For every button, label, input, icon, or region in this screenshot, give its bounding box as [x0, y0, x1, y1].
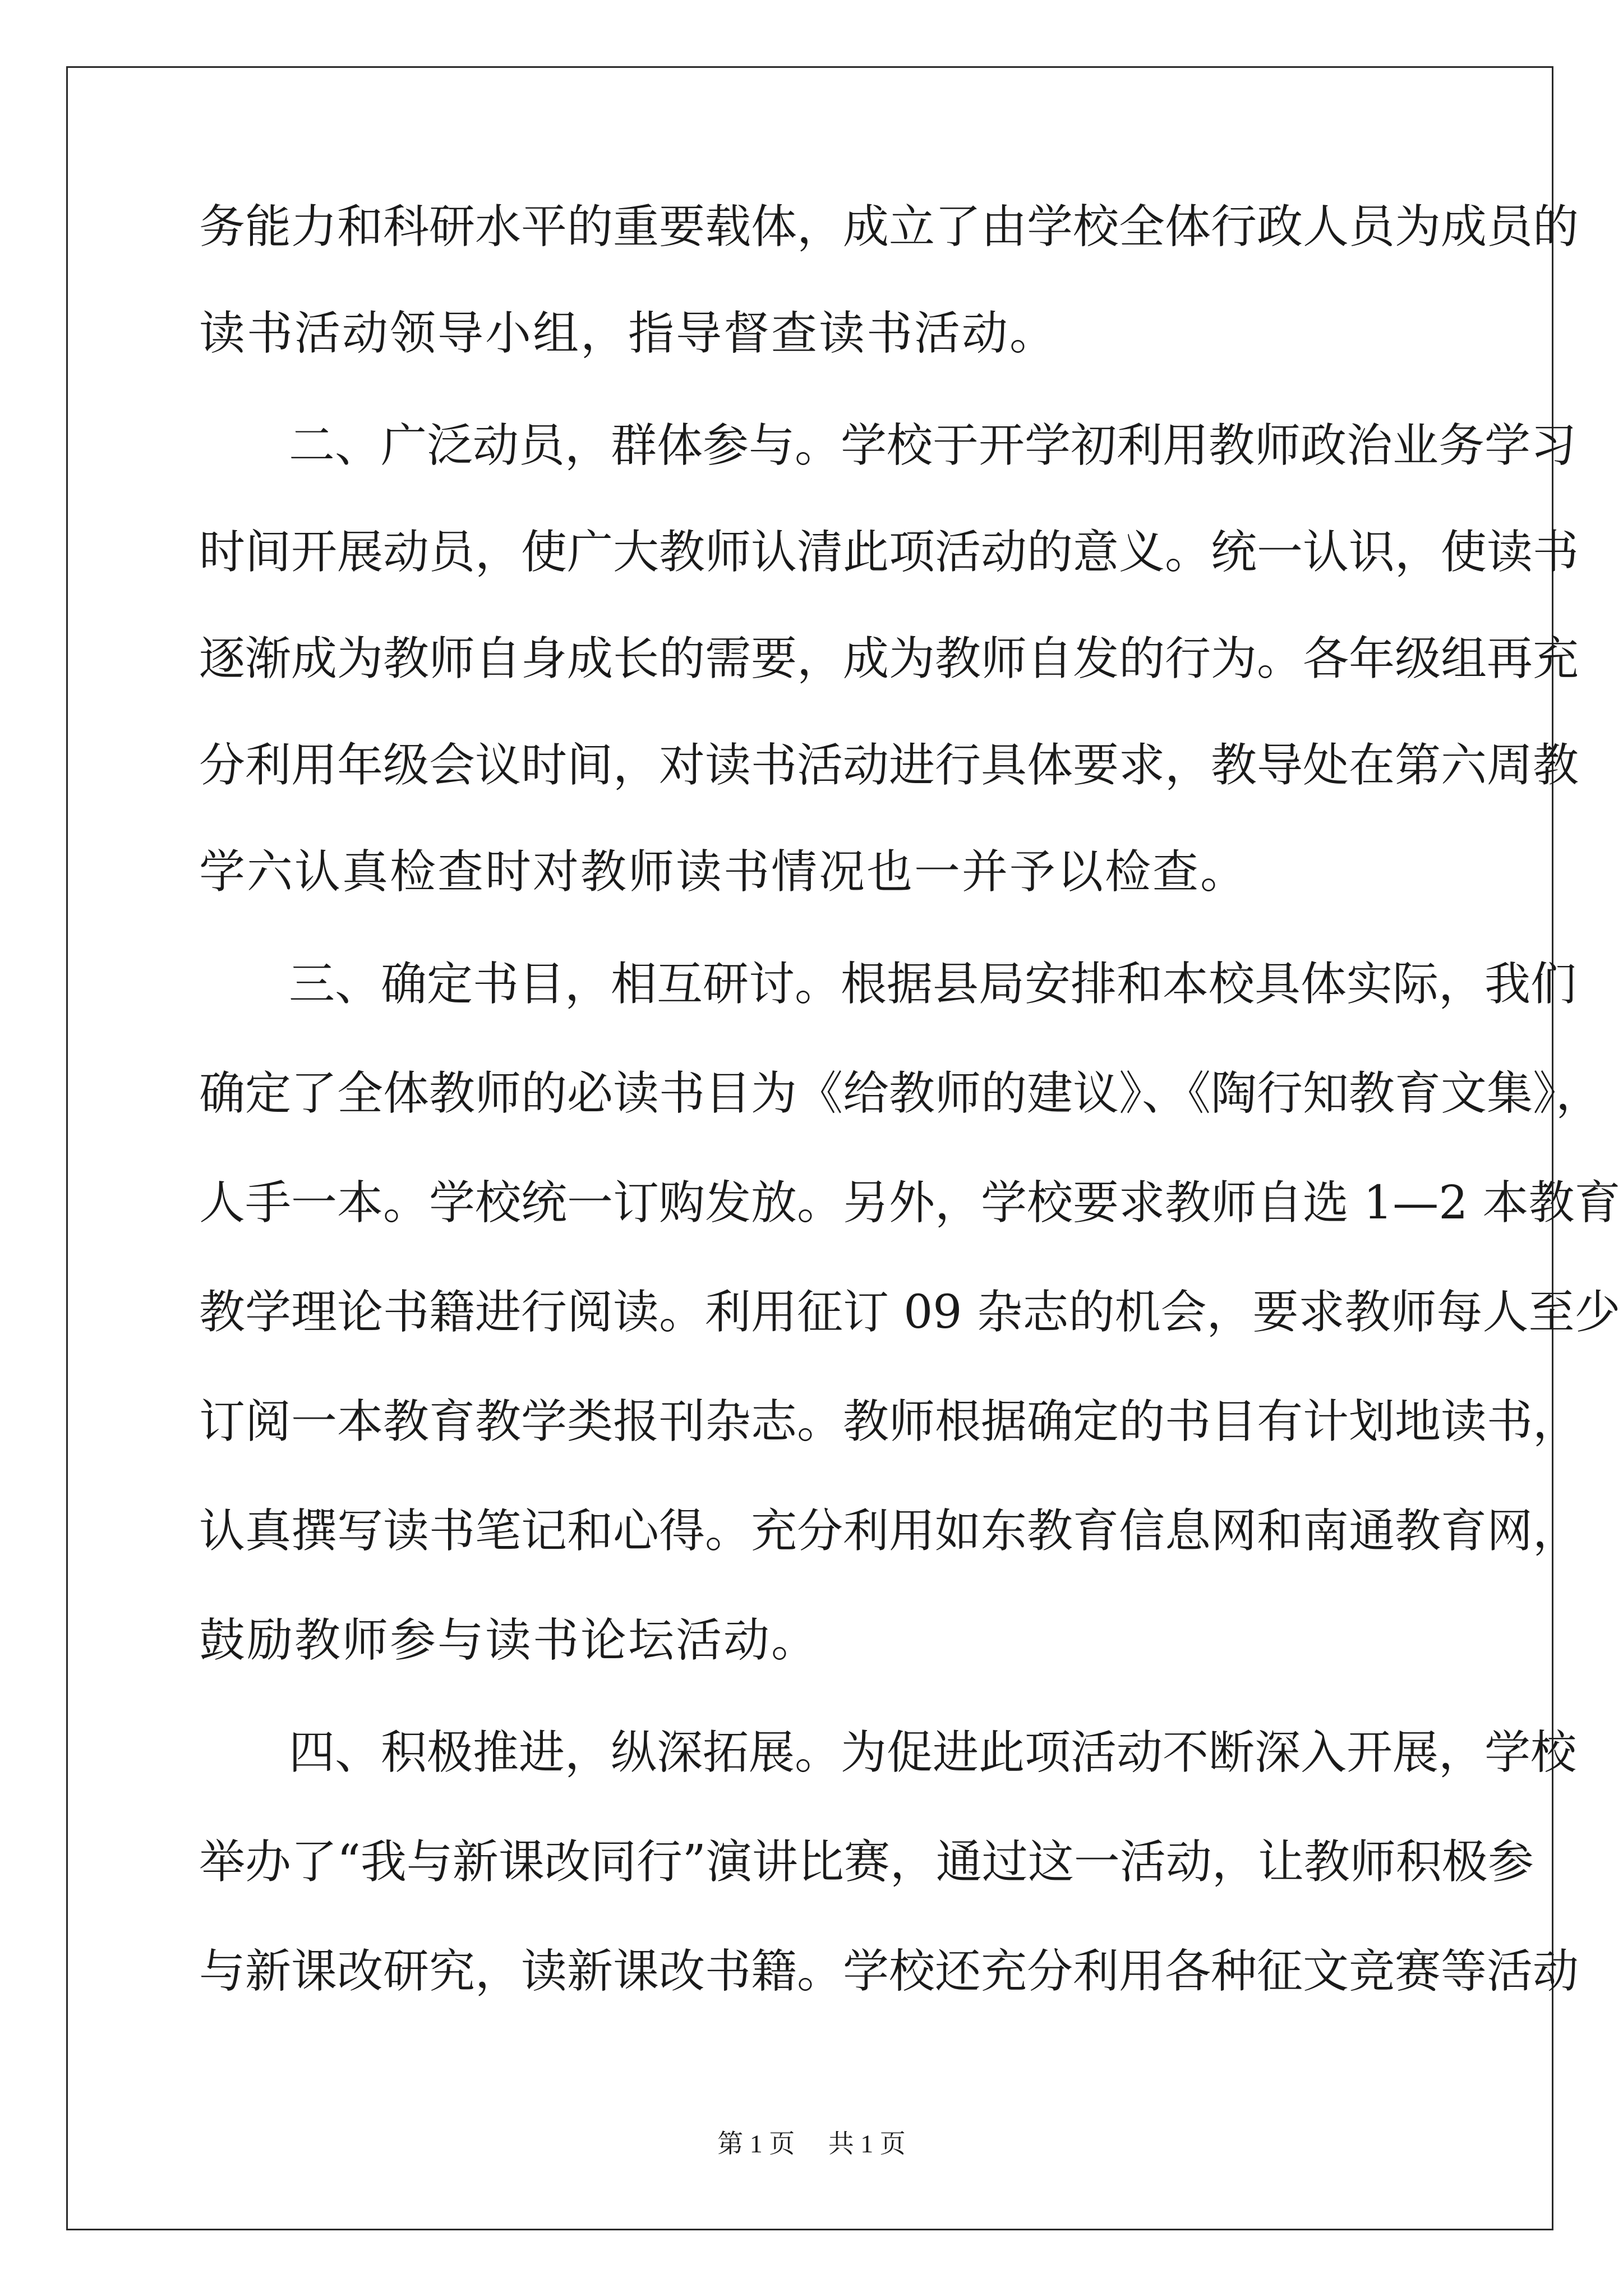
page-total: 共 1 页: [828, 2129, 906, 2158]
text-line: 时间开展动员，使广大教师认清此项活动的意义。统一认识，使读书: [199, 526, 1579, 579]
text-line: 教学理论书籍进行阅读。利用征订 09 杂志的机会，要求教师每人至少: [199, 1286, 1621, 1339]
text-line: 与新课改研究，读新课改书籍。学校还充分利用各种征文竞赛等活动: [199, 1945, 1579, 1998]
text-line: 订阅一本教育教学类报刊杂志。教师根据确定的书目有计划地读书，: [199, 1395, 1579, 1448]
text-line: 学六认真检查时对教师读书情况也一并予以检查。: [199, 845, 1248, 899]
text-line: 认真撰写读书笔记和心得。充分利用如东教育信息网和南通教育网，: [199, 1504, 1579, 1558]
text-line: 读书活动领导小组，指导督查读书活动。: [199, 307, 1058, 360]
page-border: [66, 66, 1621, 2230]
page-number: 第 1 页: [717, 2129, 795, 2158]
text-line: 鼓励教师参与读书论坛活动。: [199, 1614, 819, 1667]
text-line: 人手一本。学校统一订购发放。另外，学校要求教师自选 1—2 本教育: [199, 1176, 1621, 1230]
paragraph-start-line: 三、确定书目，相互研讨。根据县局安排和本校具体实际，我们: [289, 958, 1577, 1011]
paragraph-start-line: 二、广泛动员，群体参与。学校于开学初利用教师政治业务学习: [289, 419, 1577, 472]
paragraph-start-line: 四、积极推进，纵深拓展。为促进此项活动不断深入开展，学校: [289, 1726, 1577, 1779]
text-line: 务能力和科研水平的重要载体，成立了由学校全体行政人员为成员的: [199, 200, 1579, 254]
text-line: 逐渐成为教师自身成长的需要，成为教师自发的行为。各年级组再充: [199, 632, 1579, 685]
text-line: 举办了“我与新课改同行”演讲比赛，通过这一活动，让教师积极参: [199, 1835, 1534, 1889]
page-footer: [0, 2123, 1623, 2160]
text-line: 确定了全体教师的必读书目为《给教师的建议》、《陶行知教育文集》，: [199, 1067, 1602, 1120]
text-line: 分利用年级会议时间，对读书活动进行具体要求，教导处在第六周教: [199, 739, 1579, 792]
